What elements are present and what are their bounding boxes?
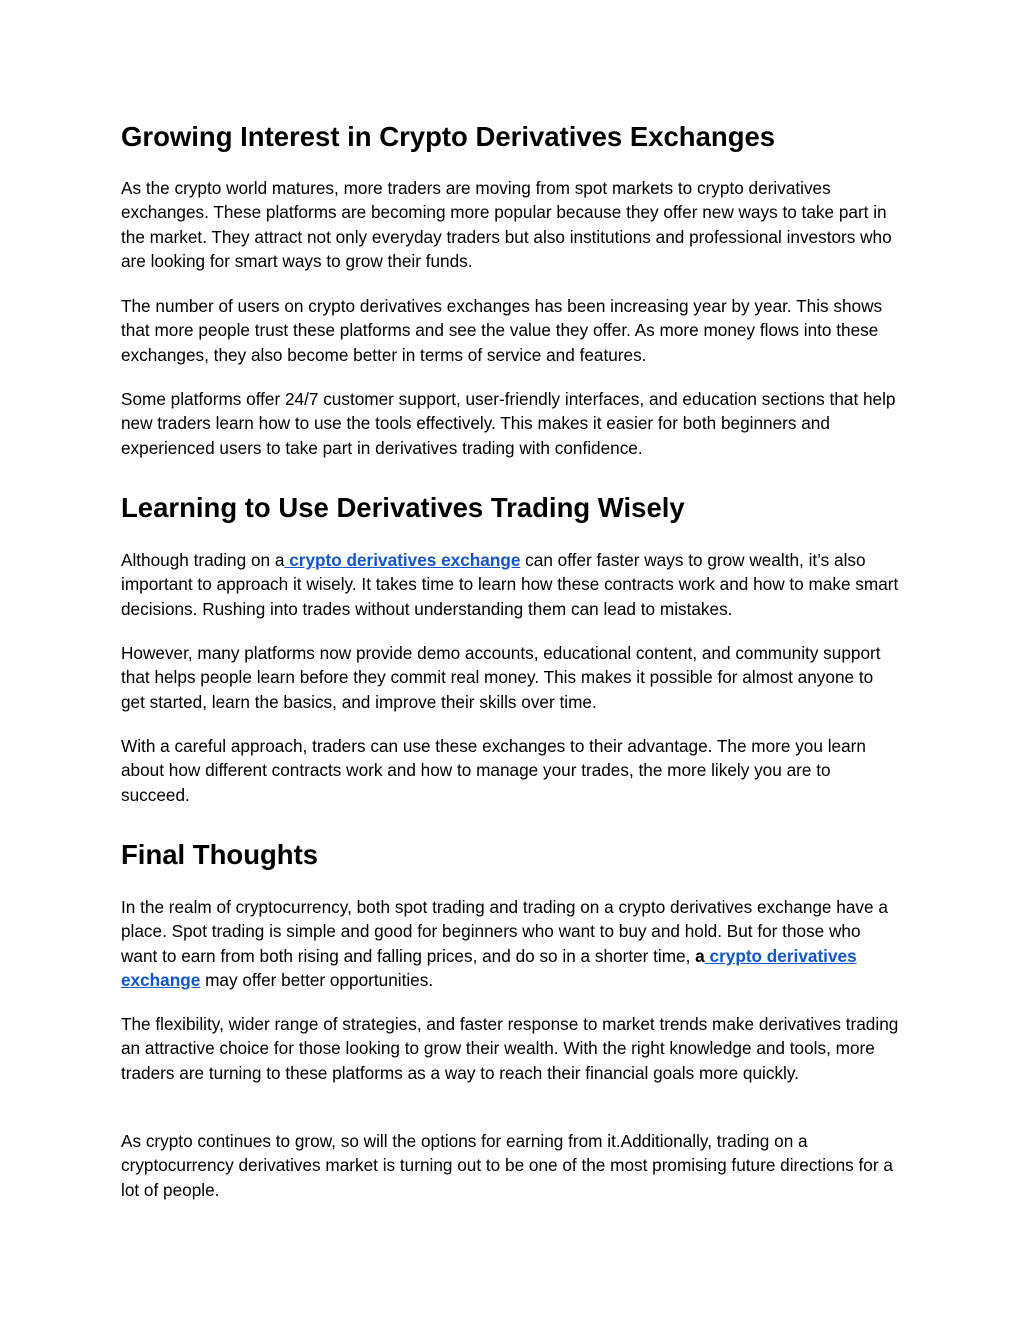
- paragraph-approach-wisely: [121, 548, 901, 621]
- paragraph-platform-features: Some platforms offer 24/7 customer support, user-friendly interfaces, and education sections that help new traders learn how to use the tools effectively. This makes it easier for both beginners and experienced users to take part in derivatives trading with confidence.: [121, 389, 896, 458]
- paragraph-spot-vs-derivatives: [121, 895, 901, 992]
- paragraph-flexibility: The flexibility, wider range of strategies, and faster response to market trends make derivatives trading an attractive choice for those looking to grow their wealth. With the right knowledge and tools, more traders are turning to these platforms as a way to reach their financial goals more quickly.: [121, 1014, 899, 1083]
- text-fragment: Although trading on a: [121, 550, 285, 570]
- section-heading-growing-interest: Growing Interest in Crypto Derivatives Exchanges: [121, 121, 776, 152]
- crypto-derivatives-exchange-link[interactable]: crypto derivatives exchange: [284, 550, 521, 570]
- paragraph-intro: As the crypto world matures, more traders are moving from spot markets to crypto derivatives exchanges. These platforms are becoming more popular because they offer new ways to take part in the market. They attract not only everyday traders but also institutions and professional investors who are looking for smart ways to grow their funds.: [121, 178, 892, 271]
- section-heading-learning: Learning to Use Derivatives Trading Wisely: [121, 492, 685, 523]
- bold-article: a: [695, 945, 705, 966]
- text-fragment: can offer faster ways to grow wealth, it’s also important to approach it wisely. It takes time to learn how these contracts work and how to make smart decisions. Rushing into trades without understanding them can lead to mistakes.: [121, 550, 899, 619]
- text-fragment: may offer better opportunities.: [200, 969, 434, 990]
- paragraph-future-directions: As crypto continues to grow, so will the options for earning from it.Additionally, trading on a cryptocurrency derivatives market is turning out to be one of the most promising future directions for a lot of people.: [121, 1131, 893, 1200]
- crypto-derivatives-exchange-link[interactable]: crypto derivatives exchange: [121, 945, 857, 990]
- paragraph-demo-accounts: However, many platforms now provide demo accounts, educational content, and community support that helps people learn before they commit real money. This makes it possible for almost anyone to get started, learn the basics, and improve their skills over time.: [121, 643, 881, 712]
- text-fragment: In the realm of cryptocurrency, both spot trading and trading on a crypto derivatives exchange have a place. Spot trading is simple and good for beginners who want to buy and hold. But for those who want to earn from both rising and falling prices, and do so in a shorter time,: [121, 897, 888, 966]
- paragraph-careful-approach: With a careful approach, traders can use these exchanges to their advantage. The more you learn about how different contracts work and how to manage your trades, the more likely you are to succeed.: [121, 736, 866, 805]
- section-heading-final-thoughts: Final Thoughts: [121, 839, 319, 870]
- paragraph-user-growth: The number of users on crypto derivatives exchanges has been increasing year by year. This shows that more people trust these platforms and see the value they offer. As more money flows into these exchanges, they also become better in terms of service and features.: [121, 296, 883, 365]
